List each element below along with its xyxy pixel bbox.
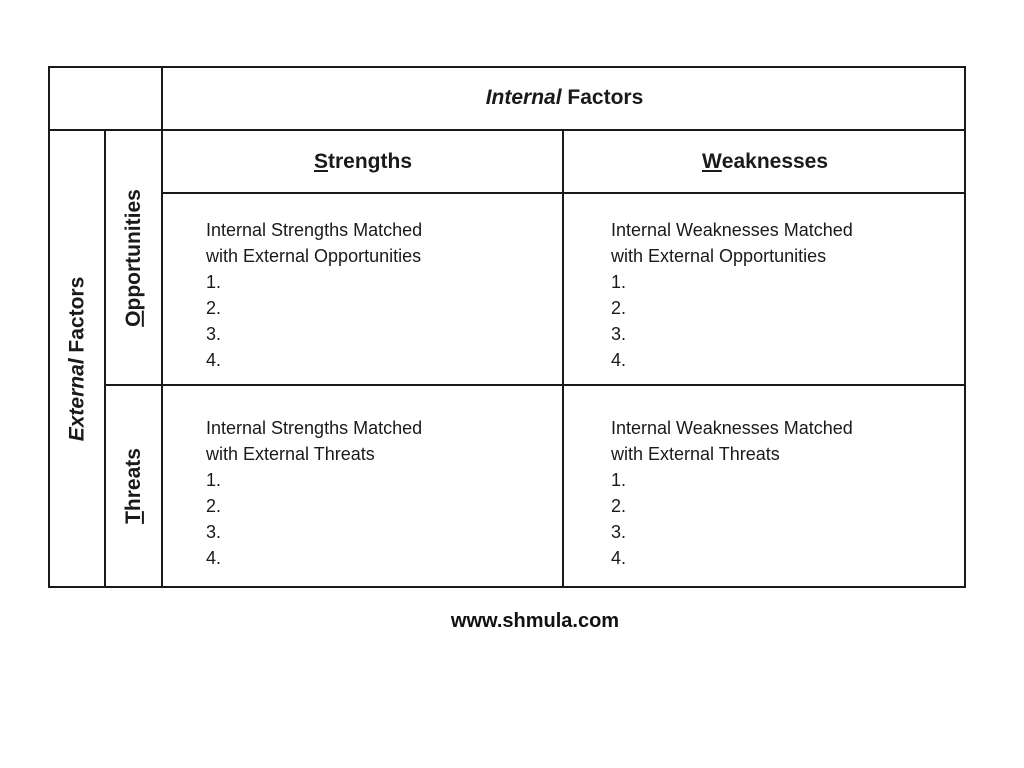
source-url: www.shmula.com <box>450 610 620 632</box>
list-item: 4. <box>206 548 222 568</box>
opportunities-label <box>106 131 161 384</box>
threats-first-letter: T <box>121 511 145 524</box>
list-item: 2. <box>206 496 222 516</box>
strengths-rest: trengths <box>328 149 412 173</box>
divider-row-middle <box>104 384 966 386</box>
internal-factors-header <box>163 66 966 130</box>
border-bottom <box>48 586 966 588</box>
list-item: 2. <box>611 496 627 516</box>
swot-matrix <box>48 66 966 588</box>
weaknesses-rest: eaknesses <box>721 149 829 173</box>
threats-label <box>106 386 161 586</box>
list-item: 3. <box>611 522 627 542</box>
list-item: 3. <box>206 522 222 542</box>
cell-heading-line: Internal Weaknesses Matched <box>611 418 853 438</box>
opportunities-rest: pportunities <box>121 188 145 310</box>
cell-heading-line: with External Opportunities <box>206 246 422 266</box>
external-italic: External <box>65 357 89 441</box>
list-item: 4. <box>206 350 222 370</box>
list-item: 4. <box>611 350 627 370</box>
external-factors-label <box>50 131 104 586</box>
list-item: 1. <box>206 470 222 490</box>
internal-italic: Internal <box>485 86 562 109</box>
list-item: 2. <box>611 298 627 318</box>
cell-strengths-threats <box>206 415 422 571</box>
cell-heading-line: Internal Strengths Matched <box>206 220 423 240</box>
cell-heading-line: Internal Weaknesses Matched <box>611 220 853 240</box>
cell-weaknesses-opportunities <box>611 217 853 373</box>
internal-rest: Factors <box>561 86 644 109</box>
cell-heading-line: with External Opportunities <box>611 246 827 266</box>
list-item: 2. <box>206 298 222 318</box>
cell-strengths-opportunities <box>206 217 422 373</box>
list-item: 3. <box>611 324 627 344</box>
list-item: 4. <box>611 548 627 568</box>
weaknesses-first-letter: W <box>701 149 722 173</box>
cell-heading-line: with External Threats <box>611 444 780 464</box>
list-item: 1. <box>611 470 627 490</box>
cell-heading-line: with External Threats <box>206 444 375 464</box>
list-item: 1. <box>206 272 222 292</box>
cell-weaknesses-threats <box>611 415 853 571</box>
strengths-first-letter: S <box>313 149 328 173</box>
threats-rest: hreats <box>121 448 145 512</box>
weaknesses-header <box>564 130 966 193</box>
list-item: 1. <box>611 272 627 292</box>
list-item: 3. <box>206 324 222 344</box>
opportunities-first-letter: O <box>121 309 145 327</box>
cell-heading-line: Internal Strengths Matched <box>206 418 423 438</box>
external-rest: Factors <box>65 276 89 358</box>
strengths-header <box>163 130 563 193</box>
divider-strengths-weaknesses <box>562 129 564 588</box>
